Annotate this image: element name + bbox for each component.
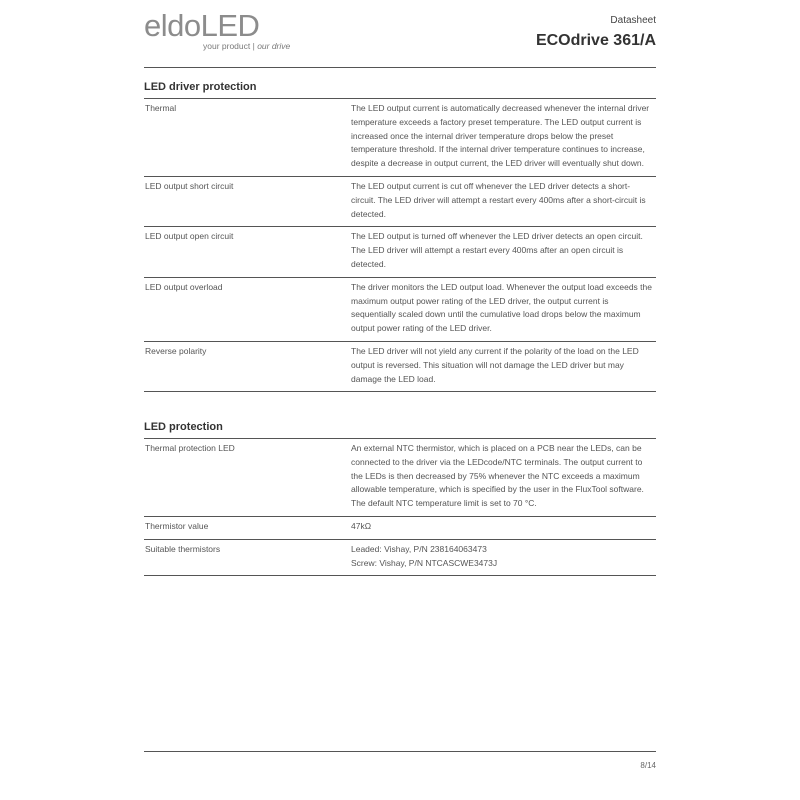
section-title: LED driver protection [144,79,656,99]
table-row [144,342,656,392]
table-row [144,540,656,577]
table-row [144,227,656,277]
row-label: LED output short circuit [145,180,234,191]
row-label: Thermal protection LED [145,443,235,453]
row-label: Reverse polarity [145,345,207,356]
row-label: Suitable thermistors [145,543,221,554]
section-led-driver-protection [144,79,656,392]
row-label: LED output open circuit [145,231,234,242]
row-value: An external NTC thermistor, which is placed on a PCB near the LEDs, can be connected to the driver via the LEDcode/NTC terminals. The output current to the LEDs is then decreased by 75% whenever the NTC exceeds a maximum allowable temperature, which is specified by the user in the FluxTool software. The default NTC temperature limit is set to 70 °C. [351,443,644,509]
table-row [144,278,656,342]
row-value: 47kΩ [351,520,372,531]
tagline-plain: your product | [203,41,258,51]
page-number: 8/14 [640,761,656,770]
row-value: The LED output current is cut off whenever the LED driver detects a short- circuit. The LED driver will attempt a restart every 400ms after a short-circuit is detected. [351,180,646,219]
row-value: The LED output is turned off whenever the LED driver detects an open circuit. The LED driver will attempt a restart every 400ms after an open circuit is detected. [351,231,643,269]
row-label: Thermal [145,103,177,113]
footer-divider [144,751,656,752]
table-row [144,99,656,177]
table-row [144,177,656,227]
row-value: The LED output current is automatically decreased whenever the internal driver temperature exceeds a factory preset temperature. The LED output current is increased once the internal driver temperature drops below the preset temperature threshold. If the internal driver temperature continues to increase, despite a decrease in output current, the LED driver will eventually shut down. [351,103,650,169]
document-title: ECOdrive 361/A [535,32,656,49]
section-led-protection [144,419,656,576]
row-label: Thermistor value [145,520,209,531]
logo-tagline [203,41,290,51]
logo-bold-text: LED [200,8,260,43]
logo-wordmark [144,10,259,42]
datasheet-page [144,0,656,800]
table-row [144,439,656,517]
row-value: The LED driver will not yield any current if the polarity of the load on the LED output is reversed. This situation will not damage the LED driver but may damage the LED load. [351,345,639,384]
row-value: Leaded: Vishay, P/N 238164063473 Screw: Vishay, P/N NTCASCWE3473J [351,543,498,568]
document-type: Datasheet [610,15,656,26]
table-row [144,517,656,540]
header-divider [144,67,656,68]
logo-light-text: eldo [144,8,201,43]
company-logo [144,8,291,51]
row-value: The driver monitors the LED output load. Whenever the output load exceeds the maximum output power rating of the LED driver, the output current is sequentially scaled down until the cumulative load drops below the maximum output power rating of the LED driver. [351,281,652,334]
section-title: LED protection [144,419,656,439]
row-label: LED output overload [145,281,223,292]
tagline-italic: our drive [257,41,291,51]
